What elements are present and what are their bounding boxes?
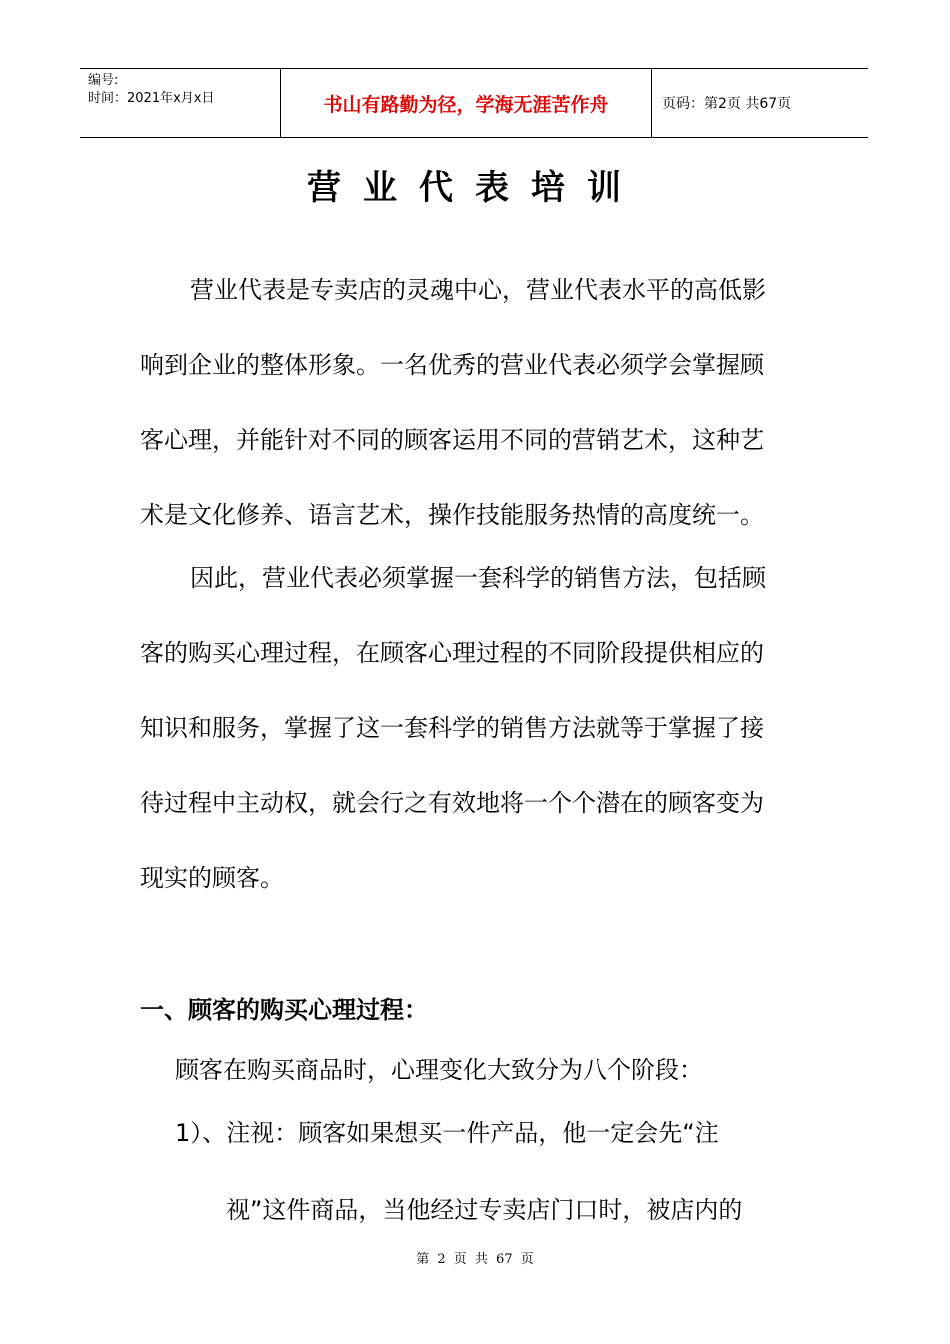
list-item-line: 视”这件商品，当他经过专卖店门口时，被店内的	[226, 1196, 743, 1224]
section-heading: 一、顾客的购买心理过程：	[140, 996, 428, 1024]
header-motto: 书山有路勤为径，学海无涯苦作舟	[281, 69, 652, 137]
paragraph-line: 待过程中主动权，就会行之有效地将一个个潜在的顾客变为	[140, 789, 764, 817]
paragraph-line: 术是文化修养、语言艺术，操作技能服务热情的高度统一。	[140, 501, 764, 529]
list-item-line: 1）、注视：顾客如果想买一件产品，他一定会先“注	[175, 1119, 719, 1147]
time-label: 时间：2021年x月x日	[88, 91, 215, 106]
paragraph-line: 响到企业的整体形象。一名优秀的营业代表必须学会掌握顾	[140, 351, 764, 379]
paragraph-line: 现实的顾客。	[140, 864, 284, 892]
paragraph-line: 客的购买心理过程，在顾客心理过程的不同阶段提供相应的	[140, 639, 764, 667]
number-label: 编号:	[88, 73, 119, 88]
intro-line: 顾客在购买商品时，心理变化大致分为八个阶段：	[175, 1056, 703, 1084]
header-meta-cell	[80, 69, 281, 137]
paragraph-line: 营业代表是专卖店的灵魂中心，营业代表水平的高低影	[190, 276, 766, 304]
page-header	[80, 68, 868, 138]
page-footer: 第 2 页 共 67 页	[416, 1252, 534, 1267]
paragraph-line: 知识和服务，掌握了这一套科学的销售方法就等于掌握了接	[140, 714, 764, 742]
document-title: 营业代表培训	[307, 168, 643, 208]
paragraph-line: 客心理，并能针对不同的顾客运用不同的营销艺术，这种艺	[140, 426, 764, 454]
header-page-info: 页码：第2页 共67页	[662, 96, 792, 112]
paragraph-line: 因此，营业代表必须掌握一套科学的销售方法，包括顾	[190, 564, 766, 592]
